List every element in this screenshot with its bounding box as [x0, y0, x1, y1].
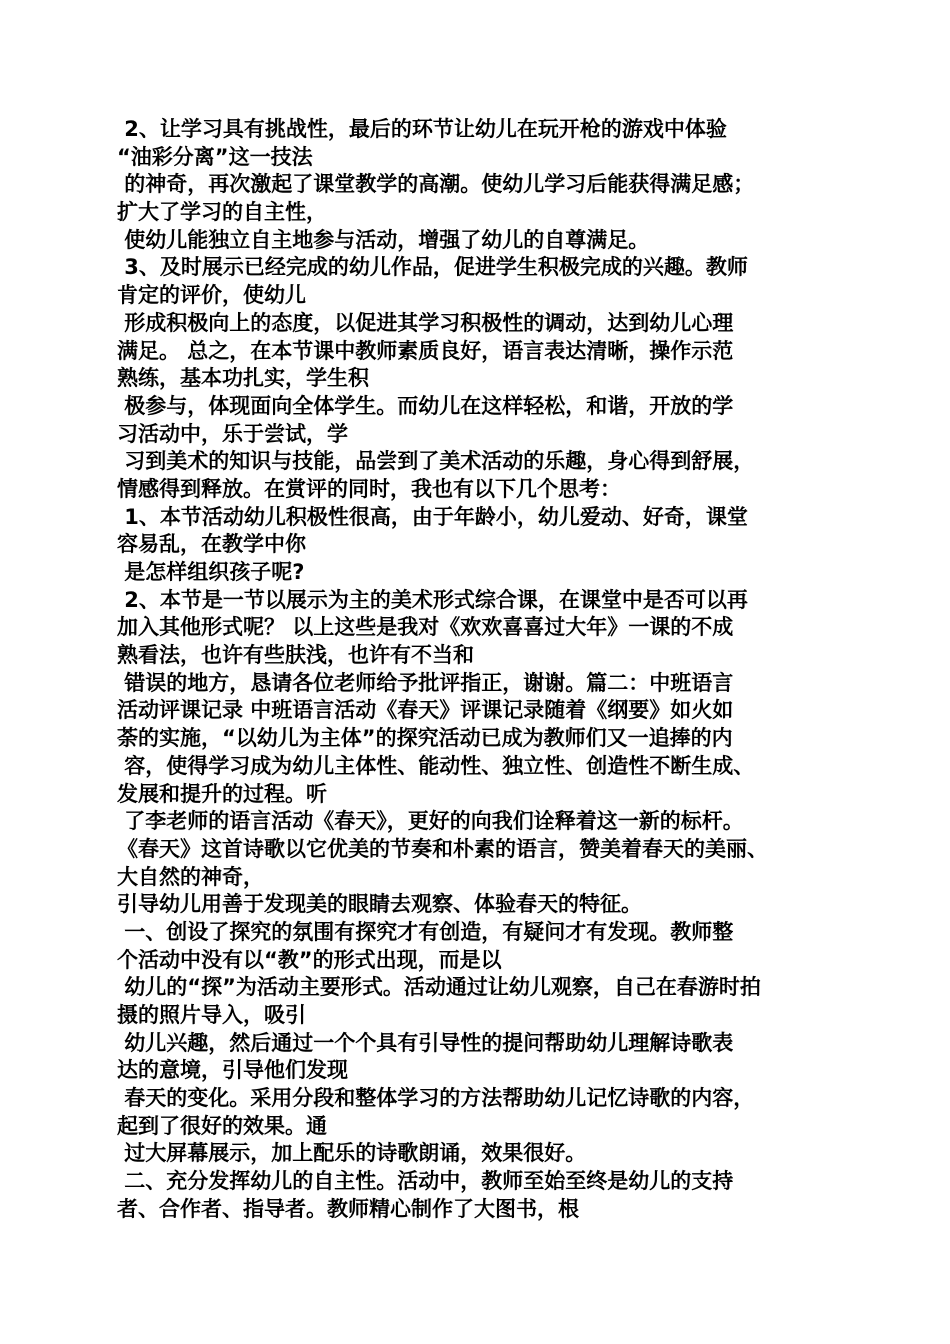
text-line: 个活动中没有以“教”的形式出现，而是以: [117, 947, 502, 972]
text-line: 2、本节是一节以展示为主的美术形式综合课，在课堂中是否可以再: [117, 587, 748, 612]
text-line: 活动评课记录 中班语言活动《春天》评课记录随着《纲要》如火如: [117, 698, 734, 723]
text-line: 习活动中，乐于尝试，学: [117, 421, 348, 446]
text-line: 大自然的神奇，: [117, 864, 264, 889]
text-line: 达的意境，引导他们发现: [117, 1058, 348, 1083]
text-line: 情感得到释放。在赏评的同时，我也有以下几个思考：: [117, 476, 621, 501]
text-line: 2、让学习具有挑战性，最后的环节让幼儿在玩开枪的游戏中体验: [117, 117, 727, 141]
text-line: 了李老师的语言活动《春天》，更好的向我们诠释着这一新的标杆。: [117, 809, 744, 834]
text-line: 幼儿的“探”为活动主要形式。活动通过让幼儿观察，自己在春游时拍: [117, 975, 761, 1000]
text-line: 容易乱，在教学中你: [117, 532, 306, 557]
text-line: 1、本节活动幼儿积极性很高，由于年龄小，幼儿爱动、好奇，课堂: [117, 504, 748, 529]
text-line: 是怎样组织孩子呢?: [117, 560, 305, 584]
text-line: 使幼儿能独立自主地参与活动，增强了幼儿的自尊满足。: [117, 227, 650, 252]
text-line: 一、创设了探究的氛围有探究才有创造，有疑问才有发现。教师整: [117, 919, 734, 944]
text-line: 习到美术的知识与技能，品尝到了美术活动的乐趣，身心得到舒展，: [117, 449, 755, 474]
text-line: 发展和提升的过程。听: [117, 781, 327, 806]
text-line: 熟练，基本功扎实，学生积: [117, 366, 369, 391]
document-body: [117, 116, 857, 1224]
text-line: 春天的变化。采用分段和整体学习的方法帮助幼儿记忆诗歌的内容，: [117, 1086, 755, 1111]
text-line: 错误的地方，恳请各位老师给予批评指正，谢谢。篇二：中班语言: [117, 670, 734, 695]
text-line: 加入其他形式呢？ 以上这些是我对《欢欢喜喜过大年》一课的不成: [117, 615, 734, 640]
text-line: 引导幼儿用善于发现美的眼睛去观察、体验春天的特征。: [117, 892, 642, 917]
text-line: 的神奇，再次激起了课堂教学的高潮。使幼儿学习后能获得满足感；: [117, 172, 755, 197]
text-line: 荼的实施，“以幼儿为主体”的探究活动已成为教师们又一追捧的内: [117, 726, 733, 751]
text-line: 形成积极向上的态度，以促进其学习积极性的调动，达到幼儿心理: [117, 310, 734, 335]
text-line: 容，使得学习成为幼儿主体性、能动性、独立性、创造性不断生成、: [117, 753, 755, 778]
text-line: 3、及时展示已经完成的幼儿作品，促进学生积极完成的兴趣。教师: [117, 255, 748, 280]
text-line: 起到了很好的效果。通: [117, 1113, 327, 1138]
text-line: “油彩分离”这一技法: [117, 144, 313, 169]
text-line: 二、充分发挥幼儿的自主性。活动中，教师至始至终是幼儿的支持: [117, 1169, 734, 1194]
text-line: 扩大了学习的自主性，: [117, 200, 327, 225]
text-line: 者、合作者、指导者。教师精心制作了大图书，根: [117, 1196, 579, 1221]
text-line: 极参与，体现面向全体学生。而幼儿在这样轻松，和谐，开放的学: [117, 393, 734, 418]
text-line: 肯定的评价，使幼儿: [117, 283, 306, 308]
text-line: 摄的照片导入，吸引: [117, 1003, 306, 1027]
text-line: 幼儿兴趣，然后通过一个个具有引导性的提问帮助幼儿理解诗歌表: [117, 1030, 734, 1055]
text-line: 熟看法，也许有些肤浅，也许有不当和: [117, 643, 474, 668]
text-line: 满足。 总之，在本节课中教师素质良好，语言表达清晰，操作示范: [117, 338, 734, 363]
text-line: 过大屏幕展示，加上配乐的诗歌朗诵，效果很好。: [117, 1141, 587, 1166]
text-line: 《春天》这首诗歌以它优美的节奏和朴素的语言，赞美着春天的美丽、: [117, 836, 768, 861]
